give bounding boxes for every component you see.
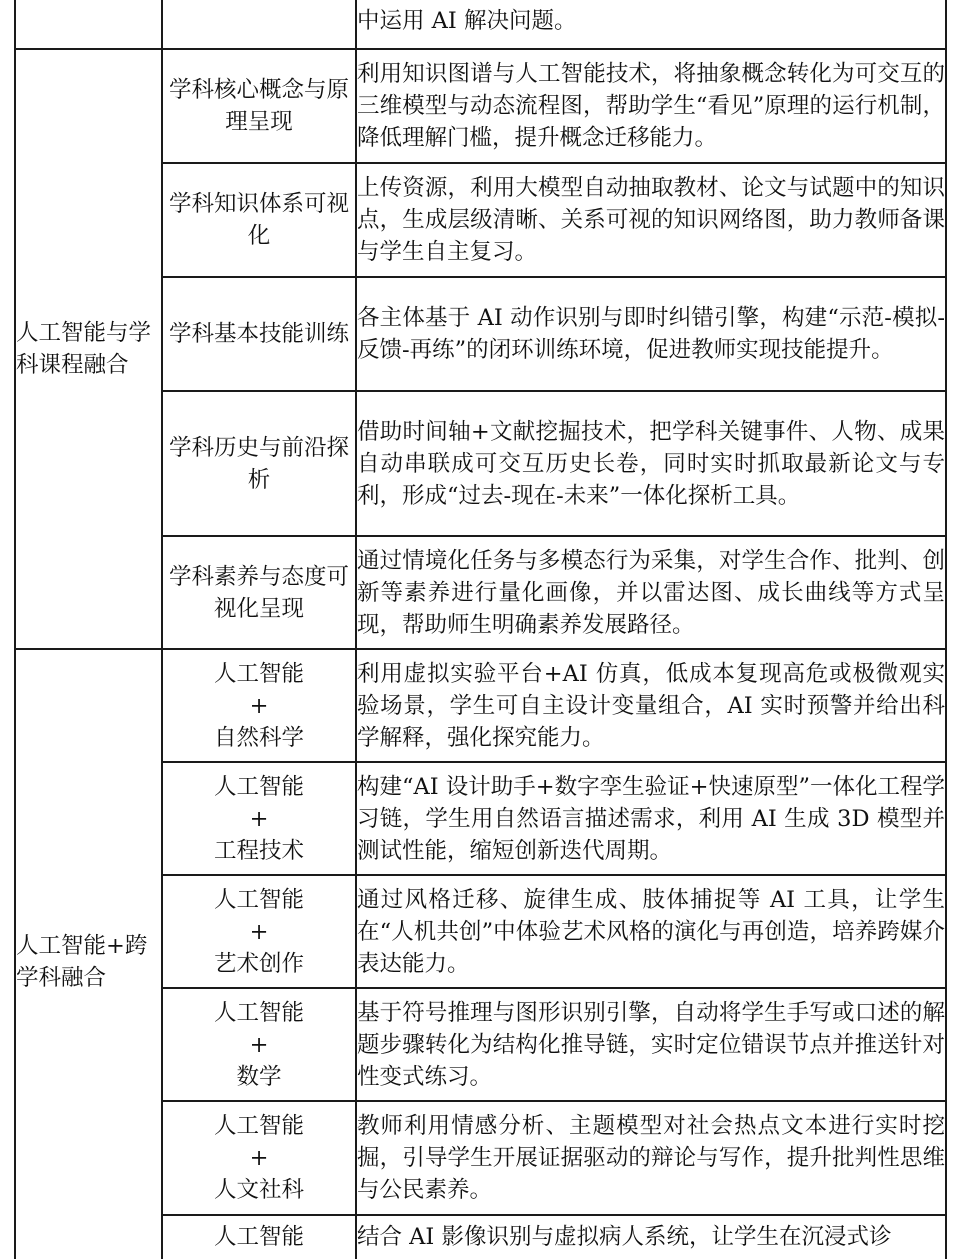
subcategory-cell: [162, 163, 356, 277]
description-cell: [356, 1101, 946, 1215]
subcategory-cell-continued: [162, 0, 356, 49]
subcategory-cell: [162, 49, 356, 163]
description-cell: [356, 163, 946, 277]
description-text: 中运用 AI 解决问题。: [357, 8, 577, 34]
subcategory-cell: [162, 277, 356, 391]
plus-sign: +: [249, 692, 269, 719]
subcategory-cell: [162, 649, 356, 762]
subcategory-cell: [162, 762, 356, 875]
plus-sign: +: [249, 1031, 269, 1058]
subcategory-cell: [162, 1215, 356, 1259]
description-cell: [356, 49, 946, 163]
subcategory-label: 学科历史与前沿探析: [168, 434, 349, 493]
description-text: 教师利用情感分析、主题模型对社会热点文本进行实时挖掘，引导学生开展证据驱动的辩论与写作，提升批判性思维与公民素养。: [357, 1113, 945, 1203]
ai-integration-table: [14, 0, 947, 1259]
description-cell: [356, 391, 946, 536]
subcategory-top: 人工智能: [213, 1224, 304, 1250]
category-label: 人工智能+跨学科融合: [16, 933, 148, 991]
description-cell: [356, 1215, 946, 1259]
description-cell: [356, 762, 946, 875]
table-row: [15, 0, 946, 49]
description-text: 上传资源，利用大模型自动抽取教材、论文与试题中的知识点，生成层级清晰、关系可视的知识网络图，助力教师备课与学生自主复习。: [357, 175, 945, 265]
subcategory-top: 人工智能: [213, 886, 304, 913]
plus-sign: +: [249, 918, 269, 945]
subcategory-bottom: 数学: [236, 1063, 282, 1090]
subcategory-top: 人工智能: [213, 999, 304, 1026]
subcategory-label: 学科知识体系可视化: [168, 191, 349, 249]
subcategory-label: 学科基本技能训练: [168, 321, 349, 347]
subcategory-top: 人工智能: [213, 1113, 304, 1139]
plus-sign: +: [249, 1145, 269, 1171]
description-cell: [356, 649, 946, 762]
description-text: 通过情境化任务与多模态行为采集，对学生合作、批判、创新等素养进行量化画像，并以雷达图、成长曲线等方式呈现，帮助师生明确素养发展路径。: [357, 547, 945, 638]
description-cell: [356, 875, 946, 988]
description-text: 利用虚拟实验平台+AI 仿真，低成本复现高危或极微观实验场景，学生可自主设计变量组合，AI 实时预警并给出科学解释，强化探究能力。: [357, 660, 945, 751]
subcategory-cell: [162, 875, 356, 988]
description-text: 通过风格迁移、旋律生成、肢体捕捉等 AI 工具，让学生在“人机共创”中体验艺术风格的演化与再创造，培养跨媒介表达能力。: [357, 886, 945, 977]
table-row: [15, 49, 946, 163]
subcategory-cell: [162, 988, 356, 1101]
subcategory-bottom: 工程技术: [213, 837, 304, 864]
table-row: [15, 649, 946, 762]
category-cell: [15, 649, 162, 1259]
subcategory-cell: [162, 536, 356, 649]
subcategory-top: 人工智能: [213, 773, 304, 800]
category-cell: [15, 49, 162, 649]
category-label: 人工智能与学科课程融合: [16, 320, 152, 378]
description-text: 借助时间轴+文献挖掘技术，把学科关键事件、人物、成果自动串联成可交互历史长卷，同时实时抓取最新论文与专利，形成“过去-现在-未来”一体化探析工具。: [357, 418, 945, 509]
subcategory-label: 学科素养与态度可视化呈现: [168, 563, 349, 622]
description-cell: [356, 0, 946, 49]
category-cell-continued: [15, 0, 162, 49]
description-text: 各主体基于 AI 动作识别与即时纠错引擎，构建“示范-模拟-反馈-再练”的闭环训练环境，促进教师实现技能提升。: [357, 305, 945, 363]
description-cell: [356, 536, 946, 649]
plus-sign: +: [249, 805, 269, 832]
subcategory-bottom: 自然科学: [213, 724, 304, 751]
description-text: 构建“AI 设计助手+数字孪生验证+快速原型”一体化工程学习链，学生用自然语言描述需求，利用 AI 生成 3D 模型并测试性能，缩短创新迭代周期。: [357, 773, 946, 864]
description-text: 结合 AI 影像识别与虚拟病人系统，让学生在沉浸式诊: [357, 1224, 892, 1250]
description-text: 基于符号推理与图形识别引擎，自动将学生手写或口述的解题步骤转化为结构化推导链，实时定位错误节点并推送针对性变式练习。: [357, 999, 945, 1090]
description-text: 利用知识图谱与人工智能技术，将抽象概念转化为可交互的三维模型与动态流程图，帮助学生“看见”原理的运行机制，降低理解门槛，提升概念迁移能力。: [357, 61, 945, 151]
description-cell: [356, 988, 946, 1101]
description-cell: [356, 277, 946, 391]
subcategory-bottom: 艺术创作: [213, 950, 304, 977]
subcategory-cell: [162, 391, 356, 536]
subcategory-bottom: 人文社科: [213, 1177, 304, 1203]
subcategory-label: 学科核心概念与原理呈现: [168, 77, 349, 135]
subcategory-cell: [162, 1101, 356, 1215]
subcategory-top: 人工智能: [213, 660, 304, 687]
